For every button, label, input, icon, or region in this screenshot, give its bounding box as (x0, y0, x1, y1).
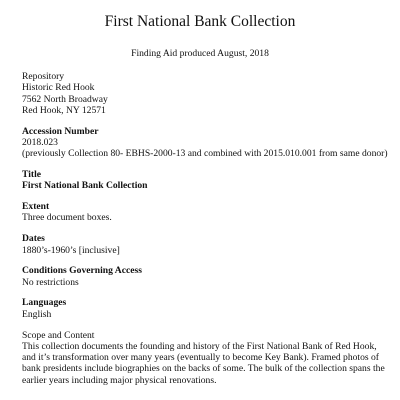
document-subtitle: Finding Aid produced August, 2018 (131, 48, 269, 59)
extent-heading: Extent (22, 201, 50, 213)
accession-section (22, 126, 392, 160)
languages-section (22, 297, 392, 320)
repository-city: Red Hook, NY 12571 (22, 104, 106, 116)
title-value: First National Bank Collection (22, 180, 148, 192)
dates-heading: Dates (22, 233, 45, 245)
extent-section (22, 201, 392, 224)
document-body (22, 71, 392, 386)
dates-section (22, 233, 392, 256)
document-title: First National Bank Collection (104, 13, 296, 30)
repository-name: Historic Red Hook (22, 82, 95, 94)
repository-section (22, 71, 392, 116)
scope-section (22, 330, 392, 386)
languages-value: English (22, 308, 52, 320)
repository-street: 7562 North Broadway (22, 93, 108, 105)
scope-label: Scope and Content (22, 329, 95, 341)
access-heading: Conditions Governing Access (22, 265, 142, 277)
access-section (22, 265, 392, 288)
dates-value: 1880’s-1960’s [inclusive] (22, 244, 120, 256)
title-section (22, 169, 392, 192)
title-heading: Title (22, 169, 42, 181)
access-value: No restrictions (22, 276, 79, 288)
accession-number: 2018.023 (22, 136, 58, 148)
repository-label: Repository (22, 71, 65, 82)
accession-note: (previously Collection 80- EBHS-2000-13 and combined with 2015.010.001 from same donor) (22, 148, 388, 160)
extent-value: Three document boxes. (22, 212, 112, 224)
accession-heading: Accession Number (22, 125, 99, 137)
scope-text: This collection documents the founding and history of the First National Bank of Red Hook, and it’s transformation over many years (eventually to become Key Bank). Framed photos of bank presidents include biographies on the backs of some. The bulk of the collection spans the earlier years including major physical renovations. (22, 340, 385, 386)
languages-heading: Languages (22, 297, 67, 309)
